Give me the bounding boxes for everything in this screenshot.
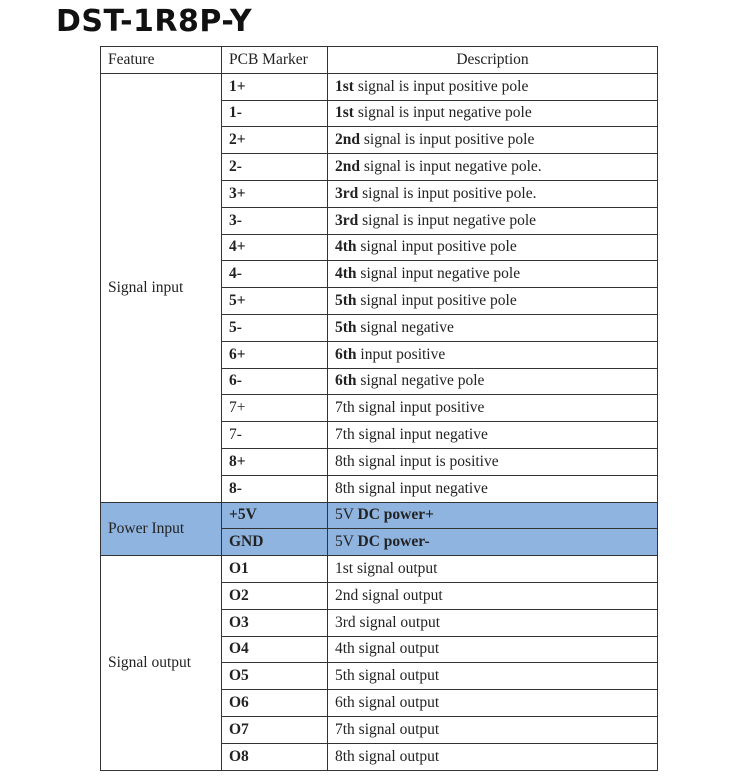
description: 2nd signal is input negative pole. bbox=[328, 154, 658, 181]
pcb-marker: O8 bbox=[222, 743, 328, 770]
pcb-marker: 1+ bbox=[222, 73, 328, 100]
pin-table bbox=[100, 46, 658, 771]
description: 4th signal output bbox=[328, 636, 658, 663]
description: 1st signal is input negative pole bbox=[328, 100, 658, 127]
pcb-marker: 4+ bbox=[222, 234, 328, 261]
table-row bbox=[101, 502, 658, 529]
pcb-marker: O7 bbox=[222, 716, 328, 743]
pcb-marker: 4- bbox=[222, 261, 328, 288]
pcb-marker: +5V bbox=[222, 502, 328, 529]
pcb-marker: 2+ bbox=[222, 127, 328, 154]
description: 5th signal output bbox=[328, 663, 658, 690]
pcb-marker: 5- bbox=[222, 314, 328, 341]
header-description: Description bbox=[328, 47, 658, 74]
description: 6th signal output bbox=[328, 690, 658, 717]
pcb-marker: GND bbox=[222, 529, 328, 556]
description: 5V DC power- bbox=[328, 529, 658, 556]
description: 7th signal input negative bbox=[328, 422, 658, 449]
pcb-marker: O4 bbox=[222, 636, 328, 663]
pcb-marker: O1 bbox=[222, 556, 328, 583]
pcb-marker: 6+ bbox=[222, 341, 328, 368]
feature-signal-input: Signal input bbox=[101, 73, 222, 502]
header-feature: Feature bbox=[101, 47, 222, 74]
description: 7th signal output bbox=[328, 716, 658, 743]
pcb-marker: O3 bbox=[222, 609, 328, 636]
pcb-marker: 3+ bbox=[222, 180, 328, 207]
description: 5th signal input positive pole bbox=[328, 288, 658, 315]
description: 7th signal input positive bbox=[328, 395, 658, 422]
description: 6th input positive bbox=[328, 341, 658, 368]
pcb-marker: O5 bbox=[222, 663, 328, 690]
pcb-marker: 6- bbox=[222, 368, 328, 395]
pcb-marker: O2 bbox=[222, 582, 328, 609]
description: 3rd signal is input positive pole. bbox=[328, 180, 658, 207]
pcb-marker: 8- bbox=[222, 475, 328, 502]
description: 4th signal input negative pole bbox=[328, 261, 658, 288]
description: 6th signal negative pole bbox=[328, 368, 658, 395]
pcb-marker: O6 bbox=[222, 690, 328, 717]
description: 3rd signal output bbox=[328, 609, 658, 636]
description: 8th signal input is positive bbox=[328, 448, 658, 475]
description: 2nd signal is input positive pole bbox=[328, 127, 658, 154]
description: 5V DC power+ bbox=[328, 502, 658, 529]
pcb-marker: 3- bbox=[222, 207, 328, 234]
pcb-marker: 2- bbox=[222, 154, 328, 181]
description: 8th signal input negative bbox=[328, 475, 658, 502]
feature-signal-output: Signal output bbox=[101, 556, 222, 770]
description: 4th signal input positive pole bbox=[328, 234, 658, 261]
pcb-marker: 8+ bbox=[222, 448, 328, 475]
table-header-row bbox=[101, 47, 658, 74]
description: 1st signal output bbox=[328, 556, 658, 583]
description: 5th signal negative bbox=[328, 314, 658, 341]
table-row bbox=[101, 73, 658, 100]
page-title: DST-1R8P-Y bbox=[56, 4, 253, 39]
table-row bbox=[101, 556, 658, 583]
pcb-marker: 7- bbox=[222, 422, 328, 449]
description: 2nd signal output bbox=[328, 582, 658, 609]
pcb-marker: 7+ bbox=[222, 395, 328, 422]
pcb-marker: 5+ bbox=[222, 288, 328, 315]
description: 1st signal is input positive pole bbox=[328, 73, 658, 100]
description: 3rd signal is input negative pole bbox=[328, 207, 658, 234]
feature-power-input: Power Input bbox=[101, 502, 222, 556]
header-pcb-marker: PCB Marker bbox=[222, 47, 328, 74]
pcb-marker: 1- bbox=[222, 100, 328, 127]
description: 8th signal output bbox=[328, 743, 658, 770]
